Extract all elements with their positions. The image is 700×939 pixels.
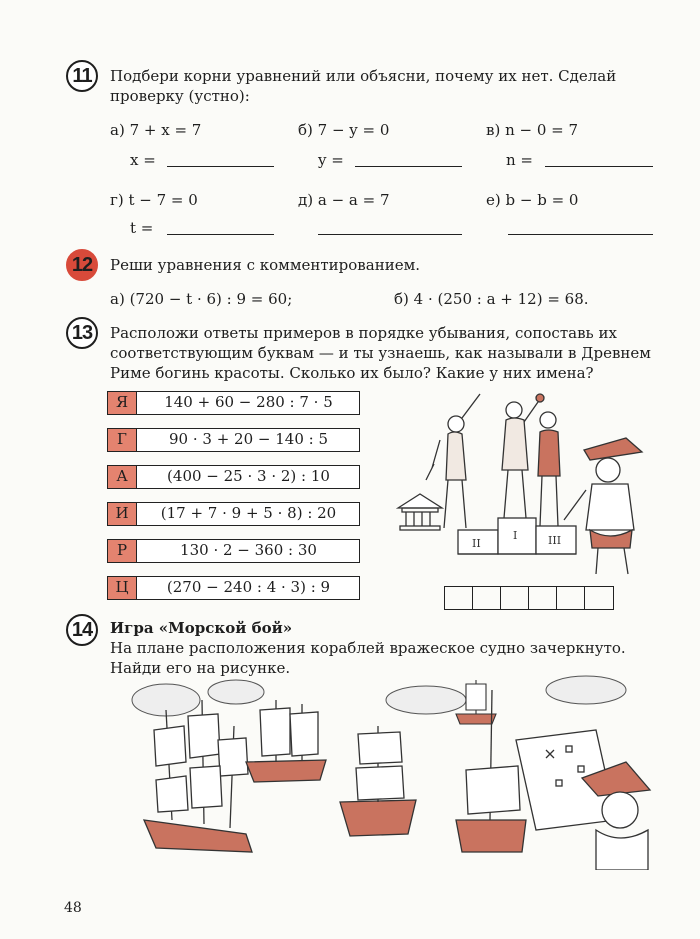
task11-equation-a: а) 7 + x = 7	[110, 121, 202, 139]
example-expression: (400 − 25 · 3 · 2) : 10	[167, 467, 330, 485]
task-number: 11	[72, 65, 92, 87]
example-expression: 130 · 2 − 360 : 30	[180, 541, 317, 559]
task12-text: Реши уравнения с комментированием.	[110, 256, 421, 274]
temple-drawing	[398, 494, 442, 530]
task11-answer-label-a: x =	[130, 151, 156, 169]
task11-text-line2: проверку (устно):	[110, 87, 250, 105]
answer-cell[interactable]	[585, 587, 613, 609]
example-letter: Р	[108, 540, 137, 562]
ship-drawing	[246, 700, 326, 782]
task12-equation-a: а) (720 − t · 6) : 9 = 60;	[110, 290, 293, 308]
task13-text-line2: соответствующим буквам — и ты узнаешь, как называли в Древнем	[110, 344, 651, 362]
task-number-badge-12	[66, 249, 98, 281]
example-row	[107, 502, 360, 526]
page-number: 48	[64, 900, 82, 916]
task11-text-line1: Подбери корни уравнений или объясни, почему их нет. Сделай	[110, 67, 617, 85]
task14-text-line1: На плане расположения кораблей вражеское судно зачеркнуто.	[110, 639, 626, 657]
example-letter: Я	[108, 392, 137, 414]
task-number-badge-14	[66, 614, 98, 646]
example-expression: 140 + 60 − 280 : 7 · 5	[164, 393, 333, 411]
task14-text-line2: Найди его на рисунке.	[110, 659, 291, 677]
task-number-badge-13	[66, 317, 98, 349]
goddess-figures	[426, 394, 560, 528]
task11-answer-label-d: t =	[130, 219, 154, 237]
podium-label-second: II	[472, 537, 481, 550]
podium-label-third: III	[548, 534, 562, 547]
task11-answer-line-e[interactable]	[318, 234, 462, 235]
example-letter: А	[108, 466, 137, 488]
task13-text-line3: Риме богинь красоты. Сколько их было? Какие у них имена?	[110, 364, 594, 382]
task11-equation-b: б) 7 − y = 0	[298, 121, 390, 139]
answer-cells[interactable]	[444, 586, 614, 610]
task14-title: Игра «Морской бой»	[110, 619, 293, 637]
answer-cell[interactable]	[445, 587, 473, 609]
example-letter: И	[108, 503, 137, 525]
answer-cell[interactable]	[501, 587, 529, 609]
task11-answer-line-f[interactable]	[508, 234, 653, 235]
task11-answer-line-d[interactable]	[167, 234, 274, 235]
task11-answer-label-b: y =	[318, 151, 344, 169]
task11-answer-line-b[interactable]	[355, 166, 462, 167]
example-row	[107, 465, 360, 489]
example-expression: (270 − 240 : 4 · 3) : 9	[166, 578, 331, 596]
task11-equation-f: е) b − b = 0	[486, 191, 579, 209]
task13-text-line1: Расположи ответы примеров в порядке убывания, сопоставь их	[110, 324, 617, 342]
answer-cell[interactable]	[557, 587, 585, 609]
task12-equation-b: б) 4 · (250 : a + 12) = 68.	[394, 290, 589, 308]
goddesses-podium-illustration	[396, 380, 656, 580]
task-number: 12	[71, 254, 93, 276]
task11-answer-line-a[interactable]	[167, 166, 274, 167]
ship-drawing	[340, 726, 416, 836]
answer-cell[interactable]	[473, 587, 501, 609]
example-row	[107, 576, 360, 600]
example-letter: Ц	[108, 577, 137, 599]
task-number: 13	[71, 322, 93, 344]
task11-equation-c: в) n − 0 = 7	[486, 121, 579, 139]
answer-cell[interactable]	[529, 587, 557, 609]
example-expression: (17 + 7 · 9 + 5 · 8) : 20	[160, 504, 337, 522]
ship-drawing	[144, 700, 252, 852]
task11-answer-line-c[interactable]	[545, 166, 653, 167]
task-number-badge-11	[66, 60, 98, 92]
task-number: 14	[71, 619, 93, 641]
example-row	[107, 539, 360, 563]
sea-battle-illustration	[126, 670, 652, 870]
example-expression: 90 · 3 + 20 − 140 : 5	[169, 430, 328, 448]
podium-label-first: I	[513, 529, 518, 542]
task11-equation-d: г) t − 7 = 0	[110, 191, 198, 209]
example-letter: Г	[108, 429, 137, 451]
task11-answer-label-c: n =	[506, 151, 533, 169]
example-row	[107, 428, 360, 452]
task11-equation-e: д) a − a = 7	[298, 191, 390, 209]
example-row	[107, 391, 360, 415]
smoke-clouds	[132, 676, 626, 716]
